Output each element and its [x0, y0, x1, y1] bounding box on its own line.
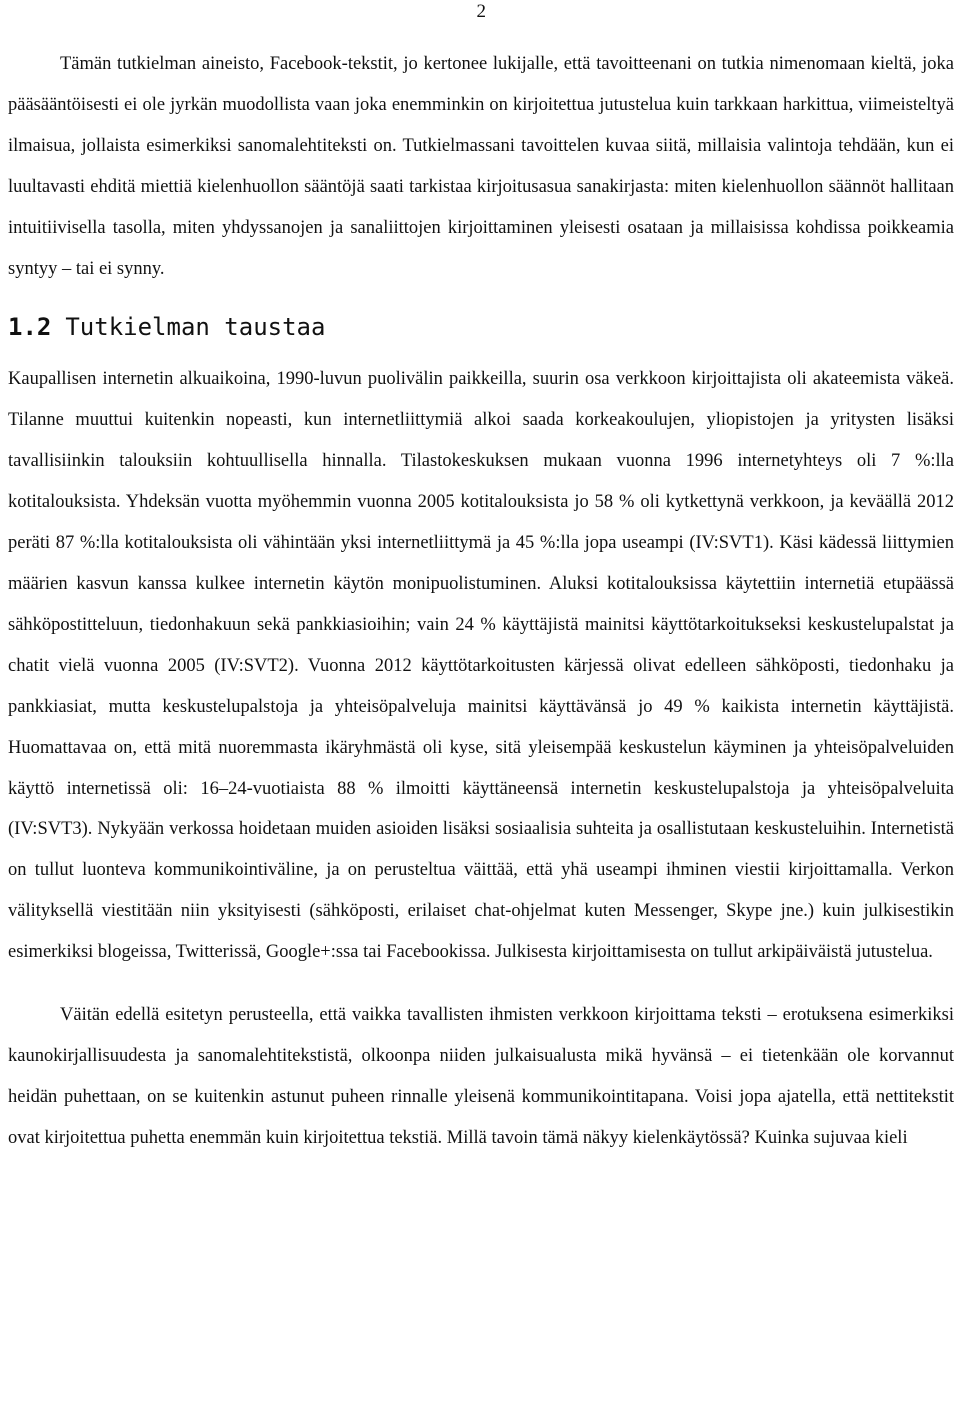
document-body	[8, 44, 954, 1159]
page-number: 2	[476, 1, 486, 22]
section-number: 1.2	[8, 313, 52, 342]
section-heading	[8, 297, 954, 357]
paragraph-claim: Väitän edellä esitetyn perusteella, että vaikka tavallisten ihmisten verkkoon kirjoittama teksti – erotuksena esimerkiksi kaunokirjallisuudesta ja sanomalehtitekstistä, olkoonpa niiden julkaisualusta mikä hyvänsä – ei tietenkään ole korvannut heidän puhettaan, on se kuitenkin astunut puheen rinnalle yleisenä kommunikointitapana. Voisi jopa ajatella, että nettitekstit ovat kirjoitettua puhetta enemmän kuin kirjoitettua tekstiä. Millä tavoin tämä näkyy kielenkäytössä? Kuinka sujuvaa kieli	[8, 1005, 954, 1148]
paragraph-intro: Tämän tutkielman aineisto, Facebook-tekstit, jo kertonee lukijalle, että tavoitteenani on tutkia nimenomaan kieltä, joka pääsääntöisesti ei ole jyrkän muodollista vaan joka enemminkin on kirjoitettua jutustelua kuin tarkkaan harkittua, viimeisteltyä ilmaisua, jollaista esimerkiksi sanomalehtiteksti on. Tutkielmassani tavoittelen kuvaa siitä, millaisia valintoja tehdään, kun ei luultavasti ehditä miettiä kielenhuollon sääntöjä saati tarkistaa kirjoitusasua sanakirjasta: miten kielenhuollon säännöt hallitaan intuitiivisella tasolla, miten yhdyssanojen ja sanaliittojen kirjoittaminen yleisesti osataan ja millaisissa kohdissa poikkeamia syntyy – tai ei synny.	[8, 54, 954, 279]
paragraph-gap	[8, 973, 954, 995]
section-title: Tutkielman taustaa	[65, 313, 326, 342]
paragraph-background: Kaupallisen internetin alkuaikoina, 1990-luvun puolivälin paikkeilla, suurin osa verkkoon kirjoittajista oli akateemista väkeä. Tilanne muuttui kuitenkin nopeasti, kun internetliittymiä alkoi saada korkeakoulujen, yliopistojen ja yritysten lisäksi tavallisiinkin talouksiin kohtuullisella hinnalla. Tilastokeskuksen mukaan vuonna 1996 internetyhteys oli 7 %:lla kotitalouksista. Yhdeksän vuotta myöhemmin vuonna 2005 kotitalouksista jo 58 % oli kytkettynä verkkoon, ja keväällä 2012 peräti 87 %:lla kotitalouksista oli vähintään yksi internetliittymä ja 45 %:lla jopa useampi (IV:SVT1). Käsi kädessä liittymien määrien kasvun kanssa kulkee internetin käytön monipuolistuminen. Aluksi kotitalouksissa käytettiin internetiä etupäässä sähköpostitteluun, tiedonhakuun sekä pankkiasioihin; vain 24 % käyttäjistä mainitsi käyttötarkoitukseksi keskustelupalstat ja chatit vielä vuonna 2005 (IV:SVT2). Vuonna 2012 käyttötarkoitusten kärjessä olivat edelleen sähköposti, tiedonhaku ja pankkiasiat, mutta keskustelupalstoja ja yhteisöpalveluja mainitsi käyttävänsä jo 49 % kaikista internetin käyttäjistä. Huomattavaa on, että mitä nuoremmasta ikäryhmästä oli kyse, sitä yleisempää keskustelun käyminen ja yhteisöpalveluiden käyttö internetissä oli: 16–24-vuotiaista 88 % ilmoitti käyttäneensä internetin keskustelupalstoja ja yhteisöpalveluita (IV:SVT3). Nykyään verkossa hoidetaan muiden asioiden lisäksi sosiaalisia suhteita ja osallistutaan keskusteluihin. Internetistä on tullut luonteva kommunikointiväline, ja on perusteltua väittää, että yhä useampi ihminen viestii kirjoittamalla. Verkon välityksellä viestitään niin yksityisesti (sähköposti, erilaiset chat-ohjelmat kuten Messenger, Skype jne.) kuin julkisestikin esimerkiksi blogeissa, Twitterissä, Google+:ssa tai Facebookissa. Julkisesta kirjoittamisesta on tullut arkipäiväistä jutustelua.	[8, 369, 954, 963]
